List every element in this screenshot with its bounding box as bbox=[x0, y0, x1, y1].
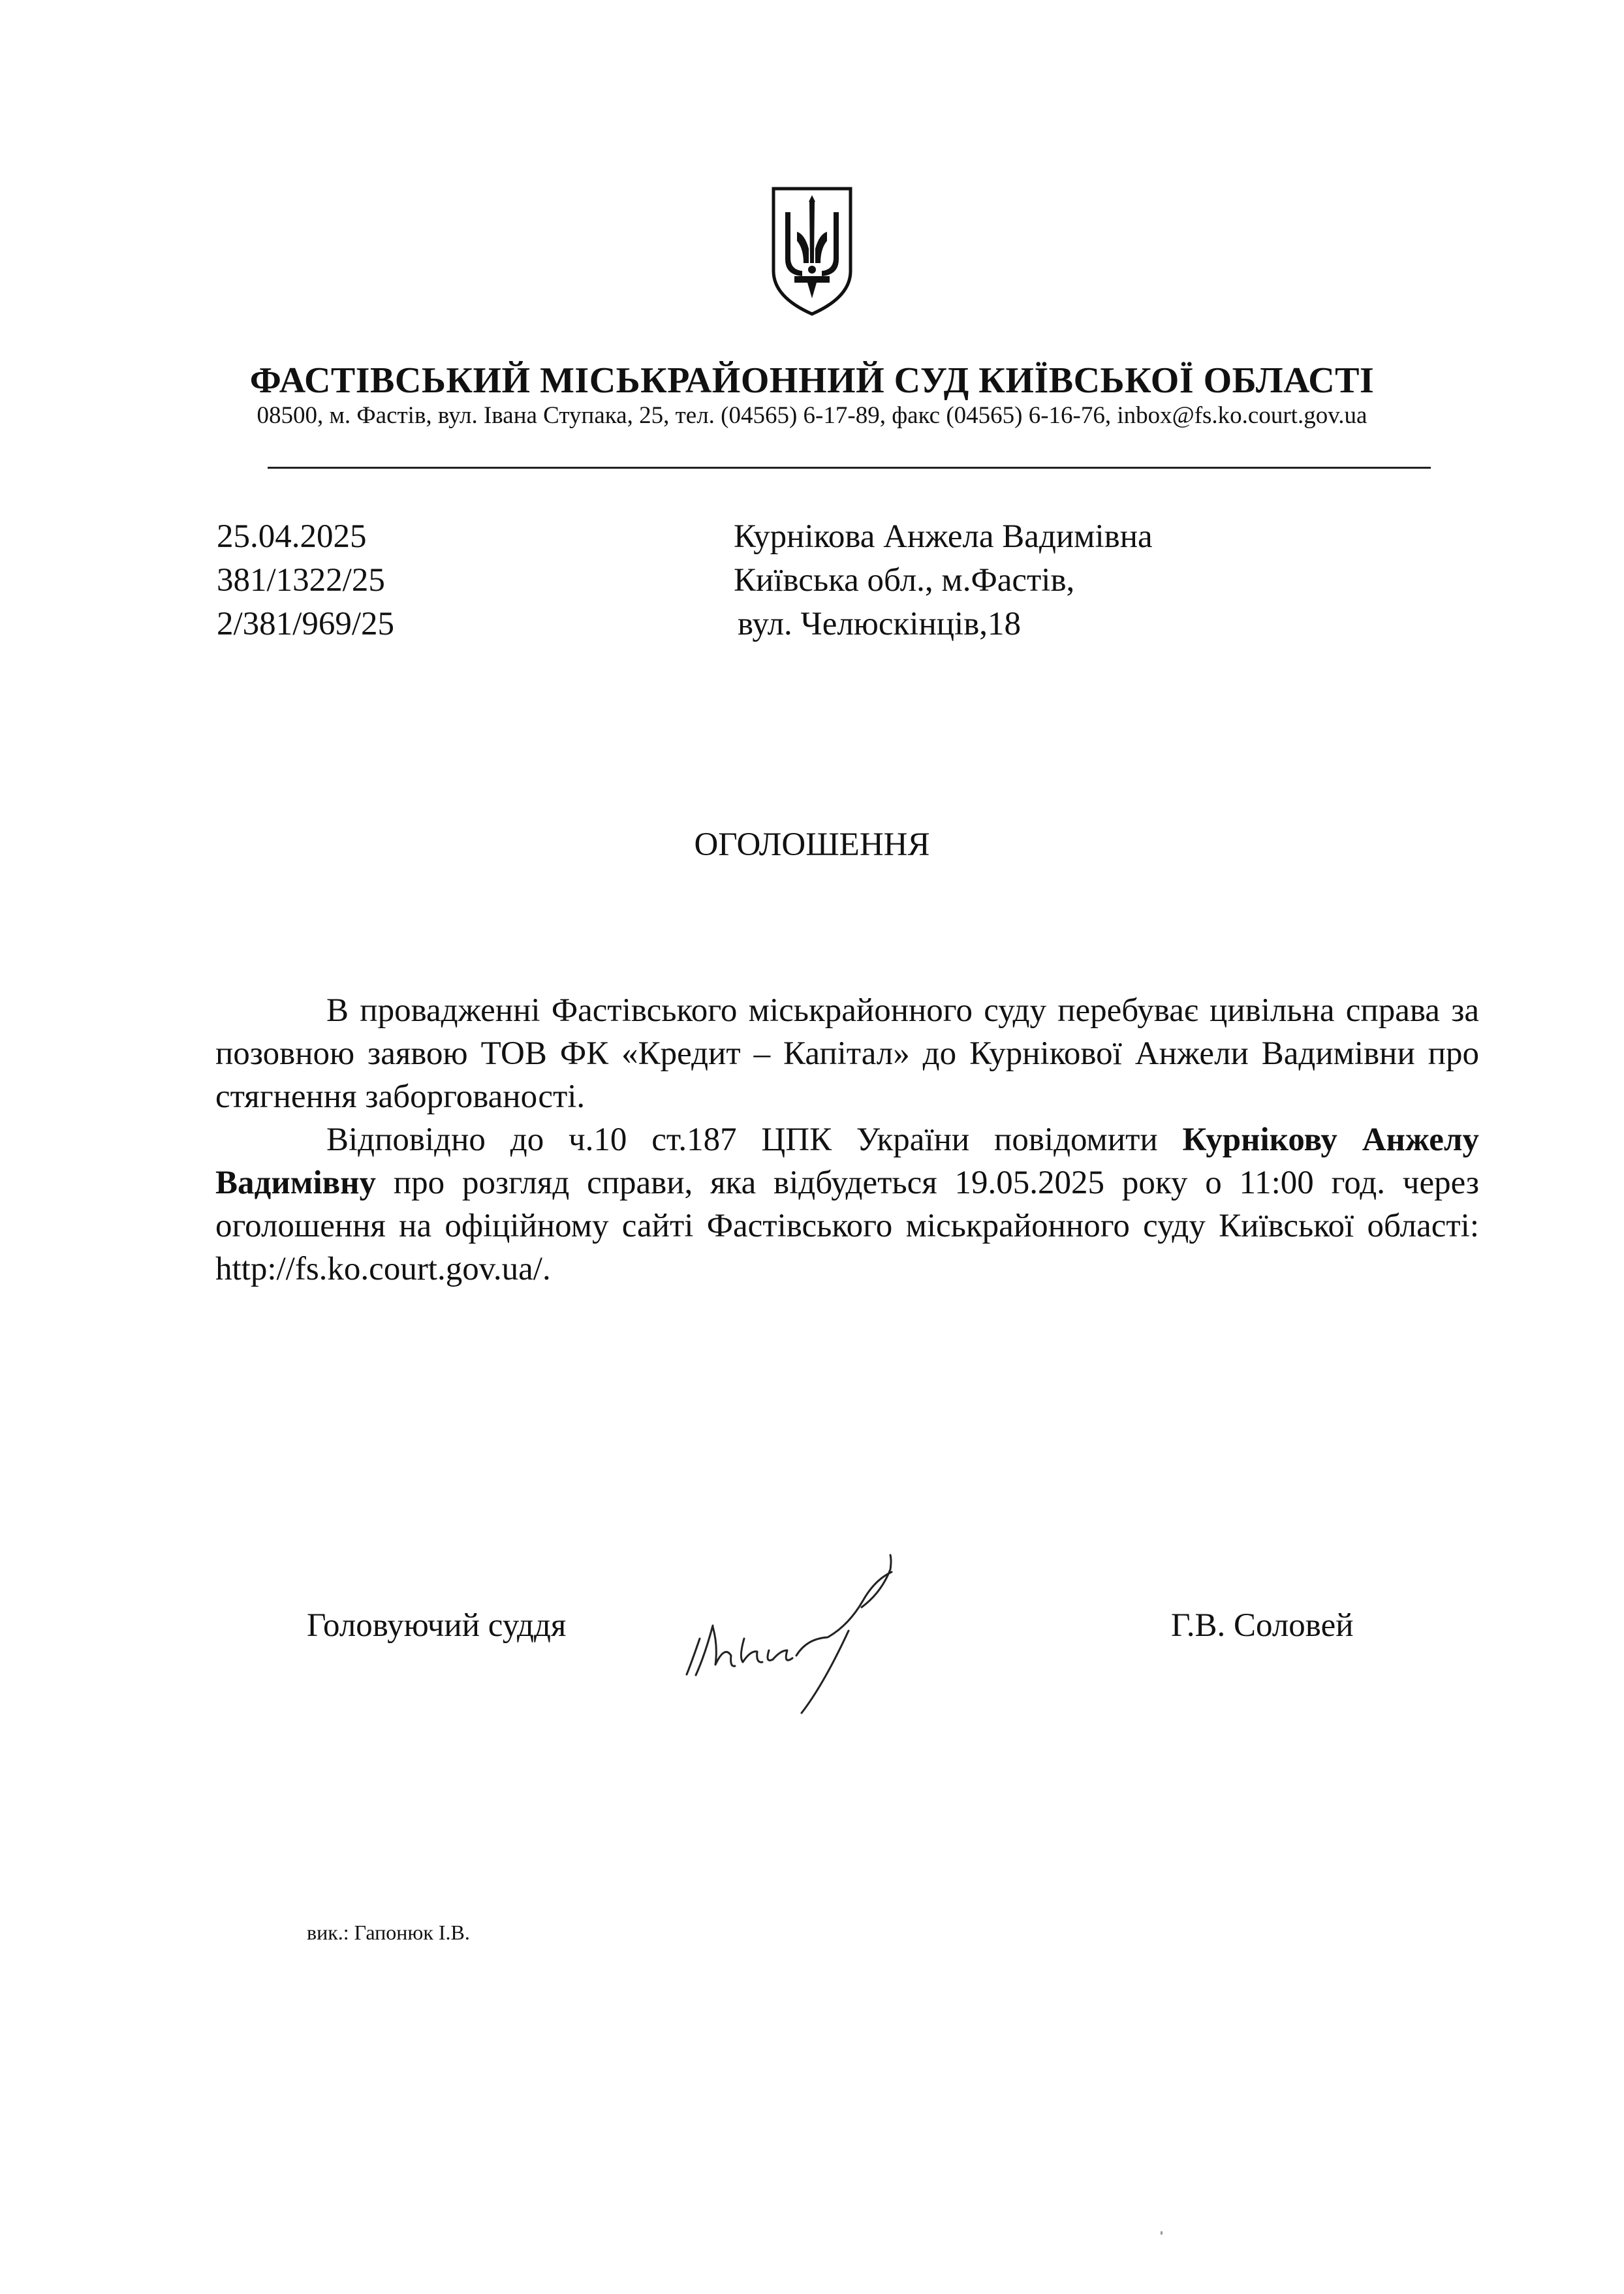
court-address-line: 08500, м. Фастів, вул. Івана Ступака, 25, тел. (04565) 6-17-89, факс (04565) 6-16-76, inbox@fs.ko.court.gov.ua bbox=[257, 402, 1367, 429]
handwritten-signature bbox=[653, 1541, 960, 1730]
body-paragraph-2-start: Відповідно до ч.10 ст.187 ЦПК України повідомити bbox=[326, 1122, 1183, 1158]
executor-note: вик.: Гапонюк І.В. bbox=[307, 1921, 470, 1944]
body-paragraph-2-end: про розгляд справи, яка відбудеться 19.05.2025 року о 11:00 год. через оголошення на офіційному сайті Фастівського міськрайонного суду Київської області: http://fs.ko.court.gov.ua/. bbox=[215, 1165, 1479, 1287]
announcement-body bbox=[215, 989, 1479, 1291]
document-date: 25.04.2025 bbox=[217, 518, 367, 555]
header-divider bbox=[268, 467, 1431, 469]
signer-role: Головуючий суддя bbox=[307, 1607, 567, 1644]
addressee-name: Курнікова Анжела Вадимівна bbox=[734, 518, 1153, 555]
signer-name: Г.В. Соловей bbox=[1171, 1607, 1354, 1644]
case-number: 381/1322/25 bbox=[217, 562, 385, 599]
addressee-name-bold: Курнікову Анжелу Вадимівну bbox=[215, 1122, 1479, 1201]
addressee-street: вул. Челюскінців,18 bbox=[738, 606, 1022, 642]
outgoing-number: 2/381/969/25 bbox=[217, 606, 395, 642]
addressee-city: Київська обл., м.Фастів, bbox=[734, 562, 1075, 599]
scan-speck bbox=[1161, 2231, 1163, 2235]
body-paragraph-1: В провадженні Фастівського міськрайонного суду перебуває цивільна справа за позовною заявою ТОВ ФК «Кредит – Капітал» до Курнікової Анжели Вадимівни про стягнення заборгованості. bbox=[215, 992, 1479, 1115]
court-name-heading: ФАСТІВСЬКИЙ МІСЬКРАЙОННИЙ СУД КИЇВСЬКОЇ ОБЛАСТІ bbox=[249, 360, 1375, 401]
tryzub-coat-of-arms-icon bbox=[771, 186, 853, 317]
document-title: ОГОЛОШЕННЯ bbox=[694, 826, 930, 863]
body-paragraph-2 bbox=[215, 1118, 1479, 1291]
